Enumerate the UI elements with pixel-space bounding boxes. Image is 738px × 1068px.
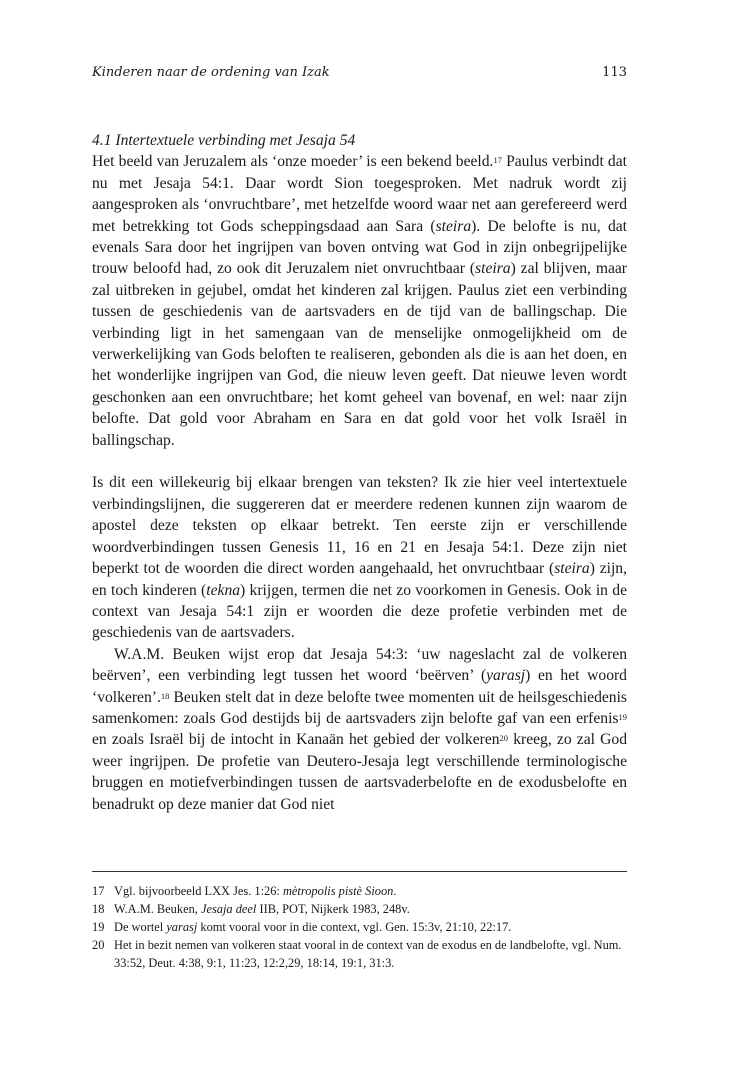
italic-term: steira bbox=[554, 560, 590, 578]
text-run: Vgl. bijvoorbeeld LXX Jes. 1:26: bbox=[114, 884, 283, 898]
text-run: ). De belofte is nu, dat evenals Sara door het ingrijpen van boven ontving wat God in zijn onbegrijpelijke trouw beloofd had, zo ook dit Jeruzalem niet onvruchtbaar ( bbox=[92, 217, 627, 278]
text-run: De wortel bbox=[114, 920, 167, 934]
footnote-text bbox=[114, 900, 627, 918]
italic-term: yarasj bbox=[486, 667, 526, 685]
footnote-number: 18 bbox=[92, 902, 105, 916]
italic-term: mètropolis pistè Sioon bbox=[282, 884, 394, 898]
paragraph-1 bbox=[92, 151, 627, 451]
running-header bbox=[92, 64, 627, 82]
italic-term: tekna bbox=[206, 581, 241, 599]
text-run: kreeg, zo zal God weer ingrijpen. De profetie van Deutero-Jesaja legt verschillende terminologische bruggen en motiefverbindingen tussen de aartsvaderbelofte en de exodusbelofte en benadrukt op deze manier dat God niet bbox=[92, 731, 627, 813]
footnote-text bbox=[114, 936, 627, 972]
footnote bbox=[92, 918, 627, 936]
text-run: Beuken stelt dat in deze belofte twee momenten uit de heilsgeschiedenis samenkomen: zoals God destijds bij de aartsvaders zijn belofte gaf van een erfenis bbox=[92, 688, 627, 727]
text-run: Is dit een willekeurig bij elkaar brengen van teksten? Ik zie hier veel intertextuele verbindingslijnen, die suggereren dat er meerdere redenen kunnen zijn waarom de apostel deze teksten op elkaar betrekt. Ten eerste zijn er verschillende woordverbindingen tussen Genesis 11, 16 en 21 en Jesaja 54:1. Deze zijn niet beperkt tot de woorden die direct worden aangehaald, het onvruchtbaar ( bbox=[92, 474, 627, 578]
footnotes bbox=[92, 882, 627, 972]
text-run: W.A.M. Beuken, bbox=[114, 902, 201, 916]
text-run: Paulus verbindt dat nu met Jesaja 54:1. Daar wordt Sion toegesproken. Met nadruk wordt zij aangesproken als ‘onvruchtbare’, met hetzelfde woord waar net aan gerefereerd werd met betrekking tot Gods scheppingsdaad aan Sara ( bbox=[92, 153, 627, 235]
footnote bbox=[92, 936, 627, 972]
text-run: ) zijn, en toch kinderen ( bbox=[92, 560, 627, 599]
italic-term: Jesaja deel bbox=[200, 902, 257, 916]
footnote-divider bbox=[92, 871, 627, 872]
main-text bbox=[92, 130, 627, 815]
footnote-text bbox=[114, 918, 627, 936]
text-run: . bbox=[393, 884, 397, 898]
paragraph-3 bbox=[92, 644, 627, 815]
text-run: en zoals Israël bij de intocht in Kanaän het gebied der volkeren bbox=[92, 731, 500, 749]
text-run: ) en het woord ‘volkeren’. bbox=[92, 667, 627, 706]
footnote-number: 19 bbox=[92, 920, 105, 934]
footnote-ref-20: 20 bbox=[499, 733, 509, 744]
section-heading: 4.1 Intertextuele verbinding met Jesaja 54 bbox=[92, 132, 356, 149]
text-run: Het beeld van Jeruzalem als ‘onze moeder’ is een bekend beeld. bbox=[92, 153, 494, 171]
footnote-ref-19: 19 bbox=[618, 711, 627, 722]
page-number: 113 bbox=[602, 65, 627, 80]
text-run: ) krijgen, termen die net zo voorkomen in Genesis. Ook in de context van Jesaja 54:1 zijn er woorden die deze profetie verbinden met de geschiedenis van de aartsvaders. bbox=[92, 581, 627, 642]
italic-term: yarasj bbox=[166, 920, 198, 934]
footnote-ref-18: 18 bbox=[160, 690, 170, 701]
text-run: Het in bezit nemen van volkeren staat vooral in de context van de exodus en de landbelofte, vgl. Num. 33:52, Deut. 4:38, 9:1, 11:23, 12:2,29, 18:14, 19:1, 31:3. bbox=[114, 938, 622, 970]
italic-term: steira bbox=[435, 217, 472, 235]
footnote-text bbox=[114, 882, 627, 900]
running-title: Kinderen naar de ordening van Izak bbox=[92, 65, 330, 80]
text-run: W.A.M. Beuken wijst erop dat Jesaja 54:3: ‘uw nageslacht zal de volkeren beërven’, een verbinding legt tussen het woord ‘beërven’ ( bbox=[92, 645, 627, 685]
italic-term: steira bbox=[475, 260, 511, 278]
paragraph-2 bbox=[92, 472, 627, 643]
footnote-number: 17 bbox=[92, 884, 105, 898]
footnote bbox=[92, 882, 627, 900]
footnote-number: 20 bbox=[92, 938, 105, 952]
text-run: komt vooral voor in die context, vgl. Gen. 15:3v, 21:10, 22:17. bbox=[197, 920, 512, 934]
footnote bbox=[92, 900, 627, 918]
text-run: IIB, POT, Nijkerk 1983, 248v. bbox=[256, 902, 410, 916]
footnote-ref-17: 17 bbox=[493, 155, 502, 166]
text-run: ) zal blijven, maar zal uitbreken in gejubel, omdat het kinderen zal krijgen. Paulus ziet een verbinding tussen de geschiedenis van de aartsvaders en de tijd van de ballingschap. Die verbinding ligt in het samengaan van de menselijke onmogelijkheid om de verwerkelijking van Gods beloften te realiseren, gebonden als die is aan het doen, en het wonderlijke ingrijpen van God, die nieuw leven geeft. Dat nieuwe leven wordt geschonken aan een onvruchtbare; het komt geheel van bovenaf, en wel: naar zijn belofte. Dat gold voor Abraham en Sara en dat gold voor het volk Israël in ballingschap. bbox=[92, 260, 627, 449]
